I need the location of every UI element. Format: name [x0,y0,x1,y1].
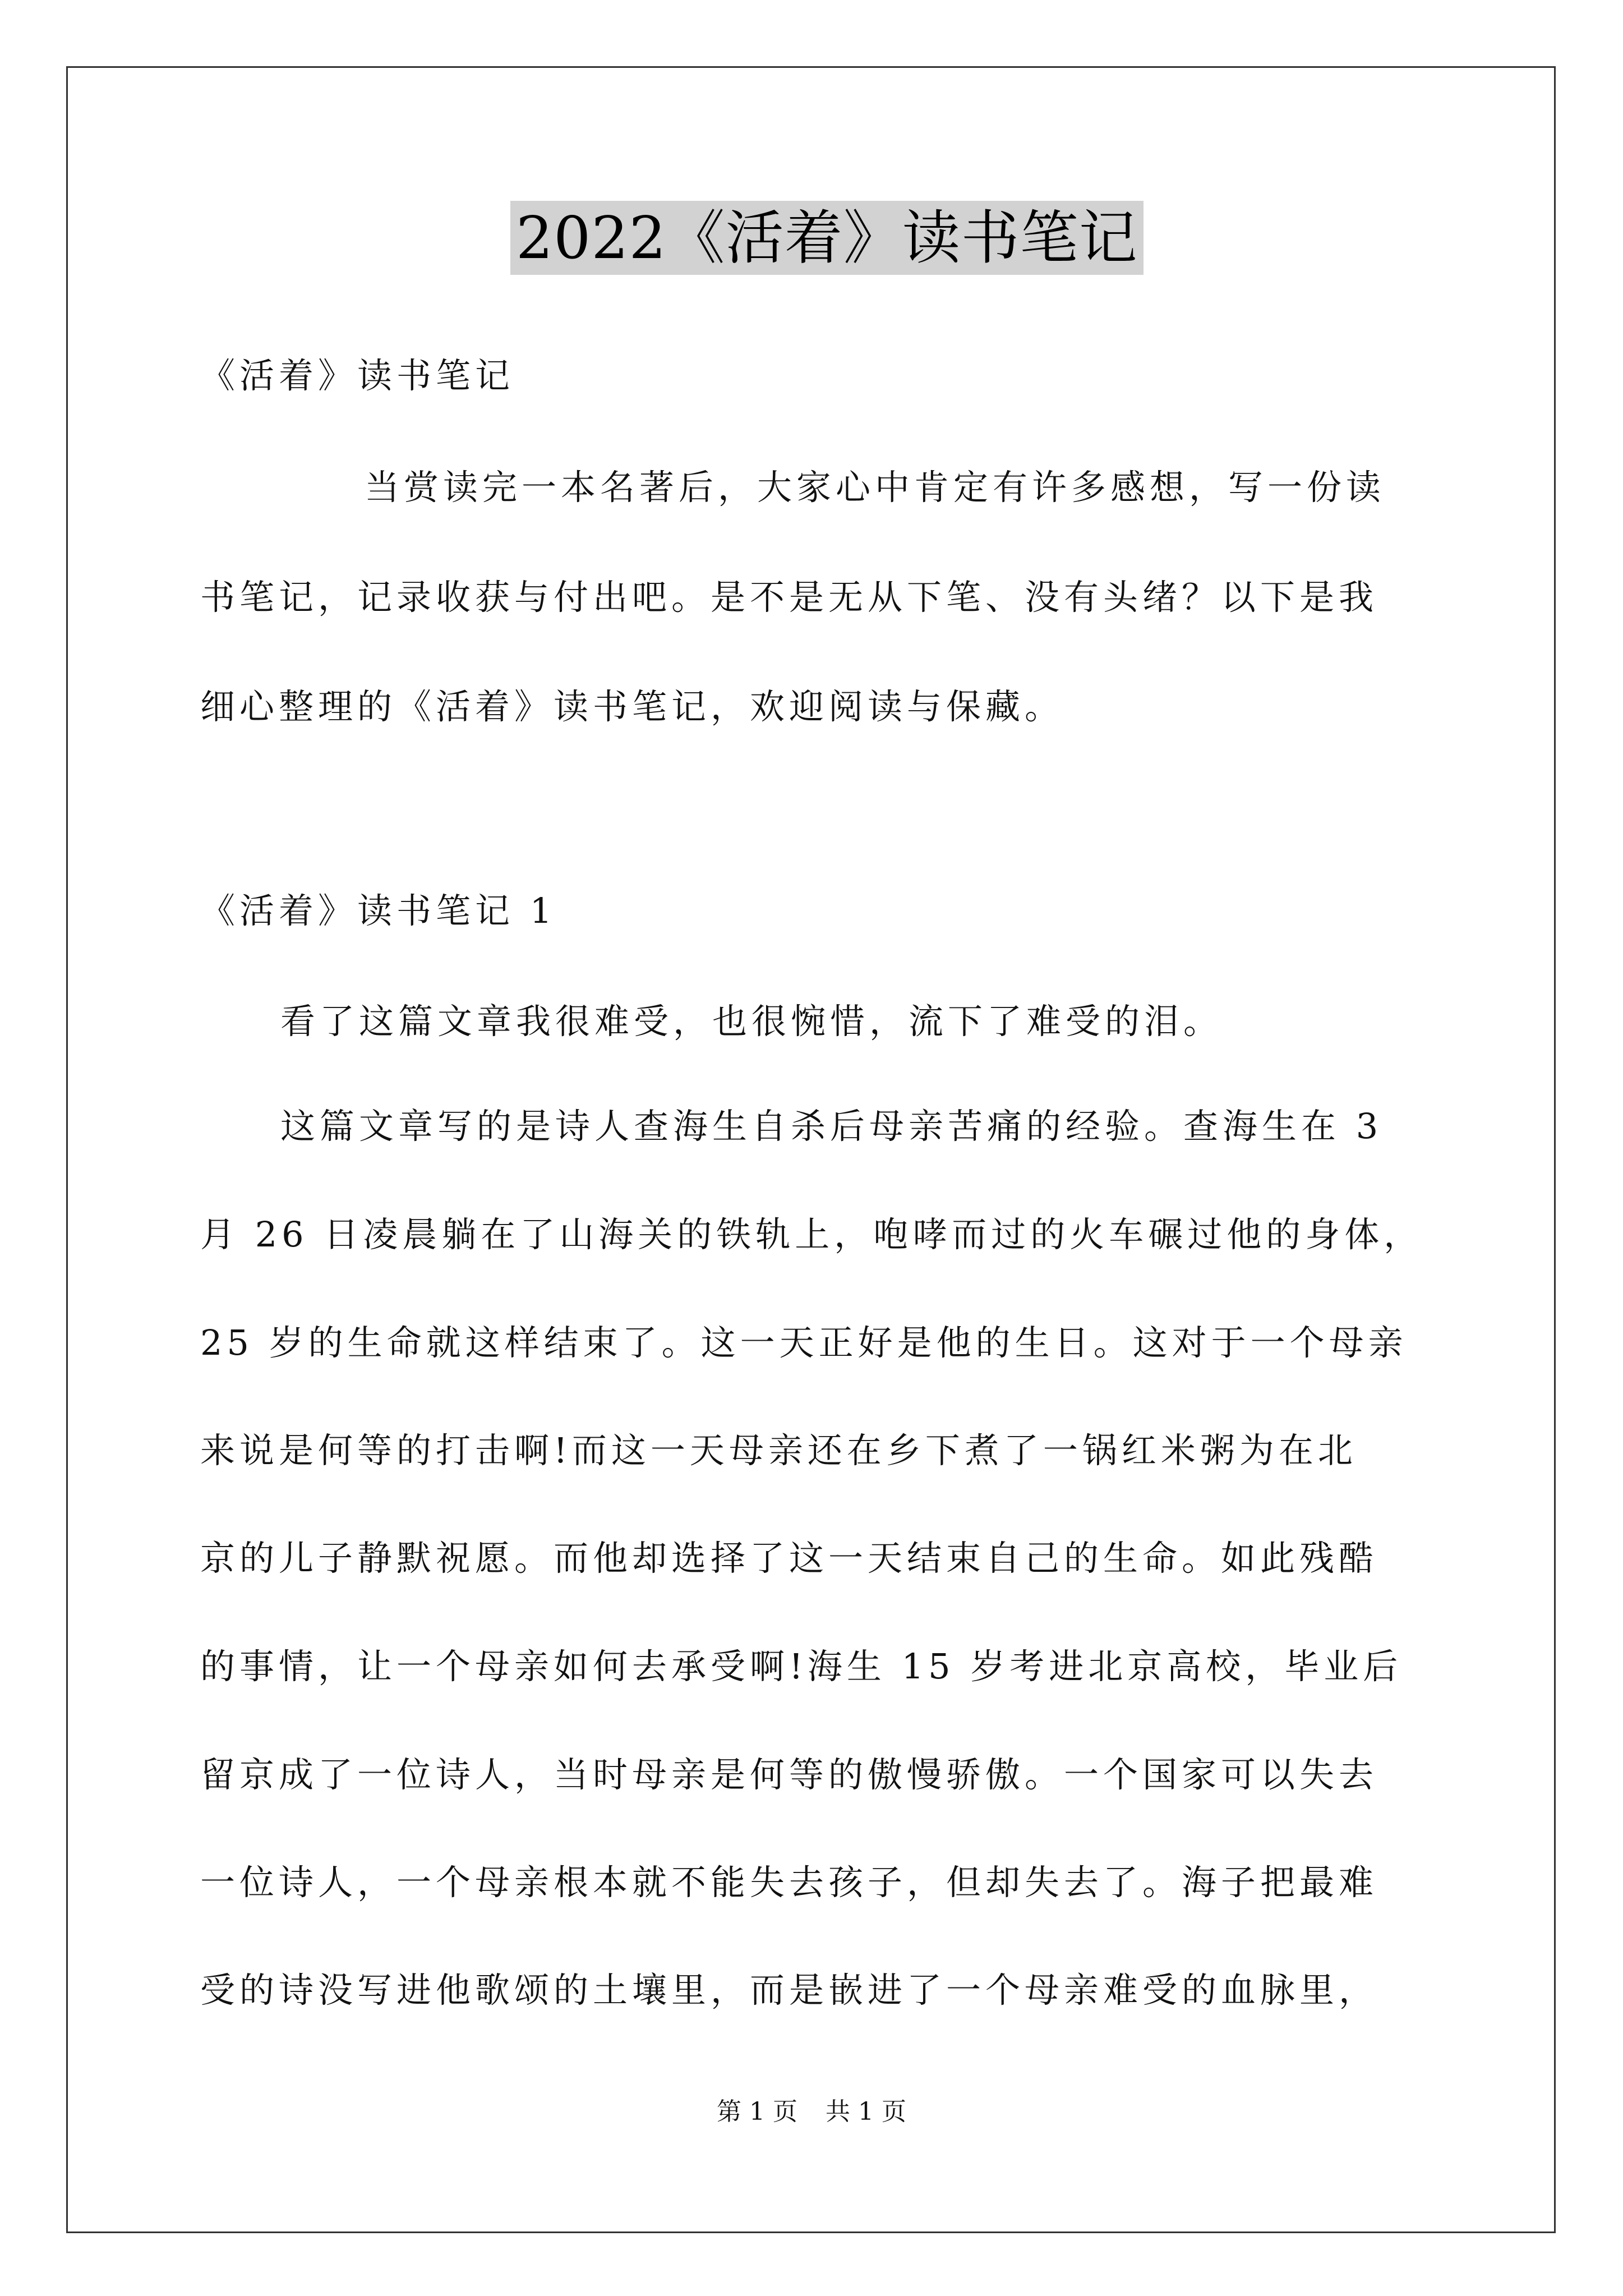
paragraph-2-line-9: 受的诗没写进他歌颂的土壤里，而是嵌进了一个母亲难受的血脉里， [200,1970,1378,2010]
section-heading: 《活着》读书笔记 1 [200,890,557,931]
page-footer [0,2095,1623,2129]
paragraph-1: 看了这篇文章我很难受，也很惋惜，流下了难受的泪。 [280,1001,1223,1042]
paragraph-2-line-2: 月 26 日凌晨躺在了山海关的铁轨上，咆哮而过的火车碾过他的身体， [200,1214,1423,1255]
paragraph-2-line-3: 25 岁的生命就这样结束了。这一天正好是他的生日。这对于一个母亲 [200,1322,1408,1363]
intro-line-3: 细心整理的《活着》读书笔记，欢迎阅读与保藏。 [200,686,1064,727]
document-title: 2022《活着》读书笔记 [510,201,1144,275]
paragraph-2-line-8: 一位诗人，一个母亲根本就不能失去孩子，但却失去了。海子把最难 [200,1862,1378,1903]
paragraph-2-line-1: 这篇文章写的是诗人查海生自杀后母亲苦痛的经验。查海生在 3 [280,1106,1383,1147]
page-number: 第 1 页 [717,2097,797,2126]
intro-line-2: 书笔记，记录收获与付出吧。是不是无从下笔、没有头绪？以下是我 [200,577,1378,618]
paragraph-2-line-7: 留京成了一位诗人，当时母亲是何等的傲慢骄傲。一个国家可以失去 [200,1754,1378,1795]
paragraph-2-line-5: 京的儿子静默祝愿。而他却选择了这一天结束自己的生命。如此残酷 [200,1538,1378,1579]
page-total: 共 1 页 [826,2097,906,2126]
intro-line-1: 当赏读完一本名著后，大家心中肯定有许多感想，写一份读 [365,467,1386,508]
paragraph-2-line-4: 来说是何等的打击啊!而这一天母亲还在乡下煮了一锅红米粥为在北 [200,1430,1357,1471]
paragraph-2-line-6: 的事情，让一个母亲如何去承受啊!海生 15 岁考进北京高校，毕业后 [200,1646,1403,1687]
document-heading: 《活着》读书笔记 [200,355,515,396]
